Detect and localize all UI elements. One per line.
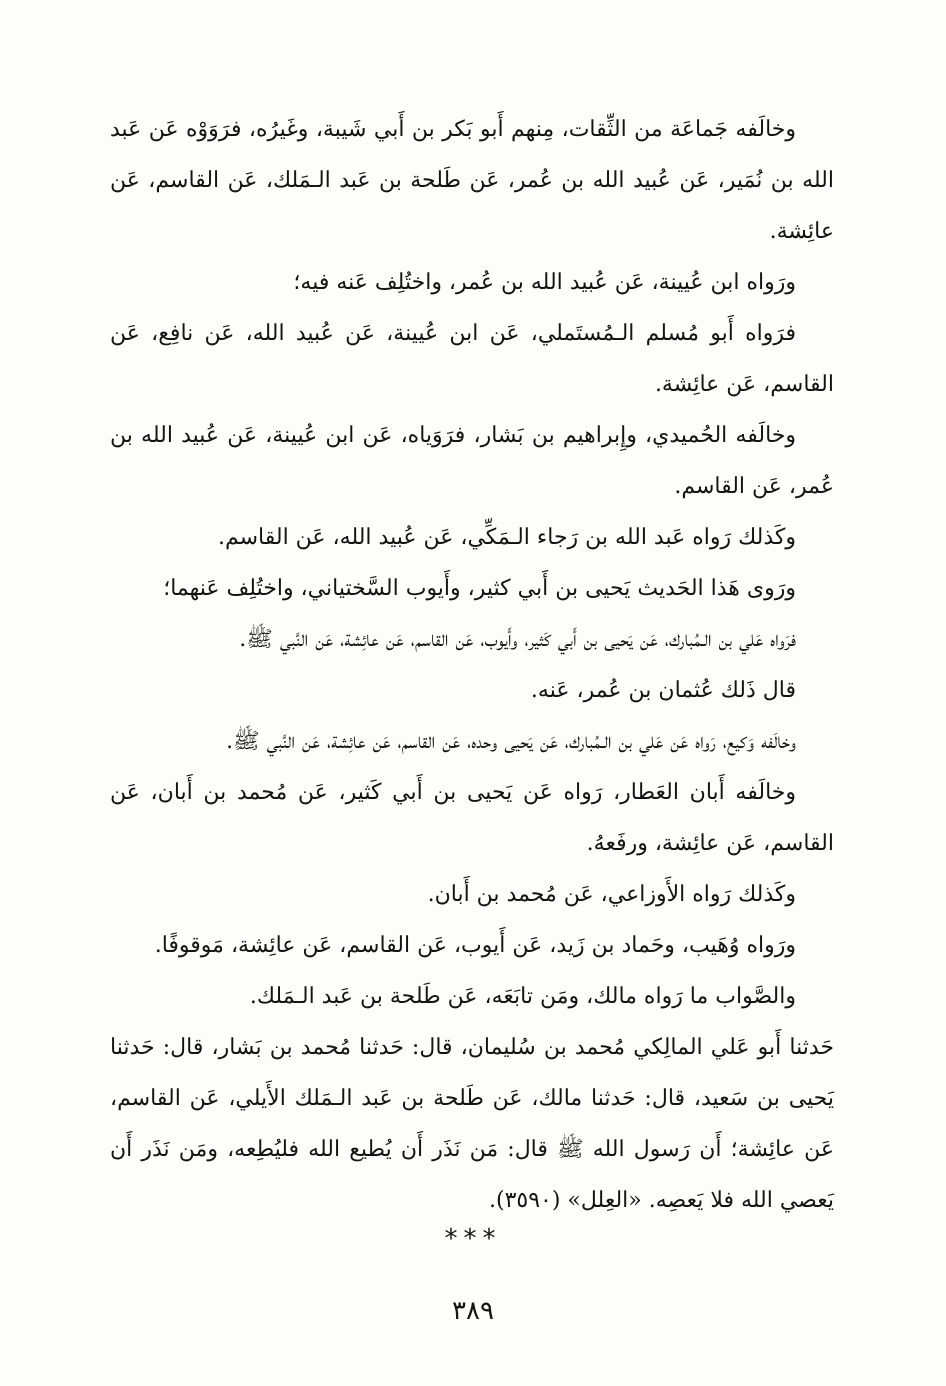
paragraph: وكَذلك رَواه عَبد الله بن رَجاء الـمَكِّي، عَن عُبيد الله، عَن القاسم.	[217, 525, 796, 550]
paragraph: حَدثنا أَبو عَلي المالِكي مُحمد بن سُليمان، قال: حَدثنا مُحمد بن بَشار، قال: حَدثنا يَحيى بن سَعيد، قال: حَدثنا مالك، عَن طَلحة بن عَبد الـمَلك الأَيلي، عَن القاسم، عَن عائِشة؛ أَن رَسول الله ﷺ قال: مَن نَذَر أَن يُطيع الله فليُطِعه، ومَن نَذَر أَن يَعصي الله فلا يَعصِه. «العِلل» (٣٥٩٠).	[110, 1035, 834, 1213]
paragraph: وخالَفه وَكيع، رَواه عَن عَلي بن الـمُبارك، عَن يَحيى وحده، عَن القاسم، عَن عائِشة، عَن النَّبي ﷺ.	[226, 729, 796, 754]
paragraph: وكَذلك رَواه الأَوزاعي، عَن مُحمد بن أَبان.	[427, 882, 796, 907]
page-number: ٣٨٩	[452, 1296, 494, 1326]
paragraph: فرَواه عَلي بن الـمُبارك، عَن يَحيى بن أَبي كَثير، وأَيوب، عَن القاسم، عَن عائِشة، عَن النَّبي ﷺ.	[239, 627, 796, 652]
paragraph: ورَوى هَذا الحَديث يَحيى بن أَبي كثير، وأَيوب السَّختياني، واختُلِف عَنهما؛	[163, 576, 796, 601]
paragraph: وخالَفه الحُميدي، وإِبراهيم بن بَشار، فرَوَياه، عَن ابن عُيينة، عَن عُبيد الله بن عُمر، عَن القاسم.	[110, 423, 834, 499]
paragraph: وخالَفه جَماعَة من الثِّقات، مِنهم أَبو بَكر بن أَبي شَيبة، وغَيرُه، فرَوَوْه عَن عَبد الله بن نُمَير، عَن عُبيد الله بن عُمر، عَن طَلحة بن عَبد الـمَلك، عَن القاسم، عَن عائِشة.	[110, 117, 834, 244]
paragraph: ورَواه وُهَيب، وحَماد بن زَيد، عَن أَيوب، عَن القاسم، عَن عائِشة، مَوقوفًا.	[154, 933, 796, 958]
body-text	[110, 104, 834, 1226]
paragraph: فرَواه أَبو مُسلم الـمُستَملي، عَن ابن عُيينة، عَن عُبيد الله، عَن نافِع، عَن القاسم، عَن عائِشة.	[110, 321, 834, 397]
paragraph: ورَواه ابن عُيينة، عَن عُبيد الله بن عُمر، واختُلِف عَنه فيه؛	[293, 270, 796, 295]
paragraph: وخالَفه أَبان العَطار، رَواه عَن يَحيى بن أَبي كَثير، عَن مُحمد بن أَبان، عَن القاسم، عَن عائِشة، ورفَعهُ.	[110, 780, 834, 856]
section-divider: ***	[444, 1224, 502, 1254]
paragraph: والصَّواب ما رَواه مالك، ومَن تابَعَه، عَن طَلحة بن عَبد الـمَلك.	[249, 984, 796, 1009]
paragraph: قال ذَلك عُثمان بن عُمر، عَنه.	[530, 678, 796, 703]
